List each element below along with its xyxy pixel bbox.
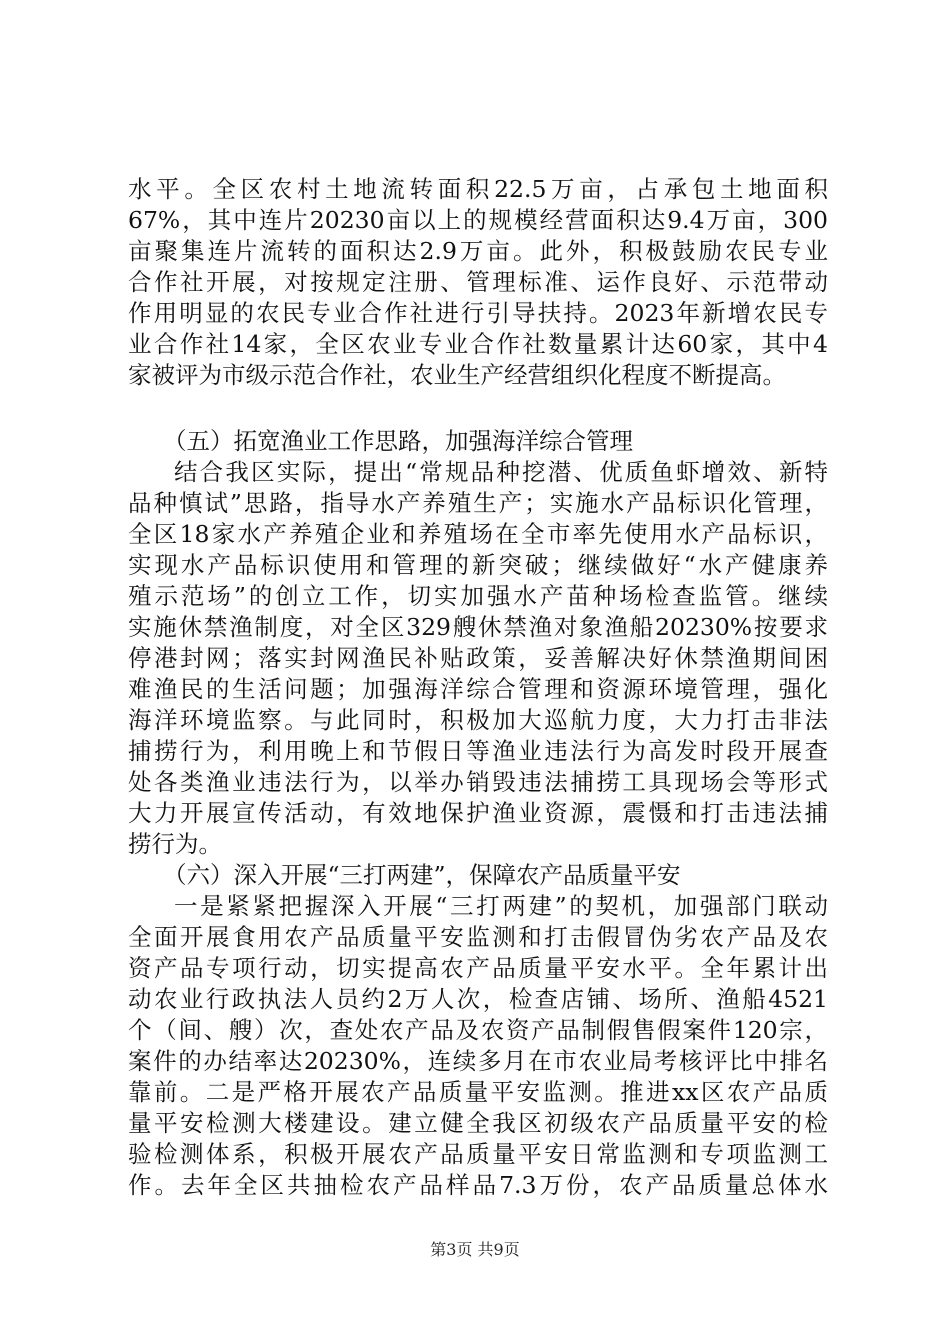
page-number-footer: 第3页 共9页	[430, 1240, 520, 1259]
text-line: 难渔民的生活问题；加强海洋综合管理和资源环境管理，强化	[128, 675, 828, 703]
text-line: 一是紧紧把握深入开展“三打两建”的契机，加强部门联动	[174, 892, 828, 920]
text-line: 全区18家水产养殖企业和养殖场在全市率先使用水产品标识，	[128, 520, 828, 548]
text-line: 量平安检测大楼建设。建立健全我区初级农产品质量平安的检	[128, 1109, 828, 1137]
section-heading-5: （五）拓宽渔业工作思路，加强海洋综合管理	[163, 427, 633, 455]
text-line: 大力开展宣传活动，有效地保护渔业资源，震慑和打击违法捕	[128, 799, 828, 827]
text-line: 处各类渔业违法行为，以举办销毁违法捕捞工具现场会等形式	[128, 768, 828, 796]
text-line: 作用明显的农民专业合作社进行引导扶持。2023年新增农民专	[128, 299, 828, 327]
text-line: 67%，其中连片20230亩以上的规模经营面积达9.4万亩，300	[128, 206, 828, 234]
text-line: 业合作社14家，全区农业专业合作社数量累计达60家，其中4	[128, 330, 828, 358]
text-line: 实施休禁渔制度，对全区329艘休禁渔对象渔船20230%按要求	[128, 613, 828, 641]
text-line: 品种慎试”思路，指导水产养殖生产；实施水产品标识化管理，	[128, 489, 828, 517]
text-line: 全面开展食用农产品质量平安监测和打击假冒伪劣农产品及农	[128, 923, 828, 951]
text-line: 殖示范场”的创立工作，切实加强水产苗种场检查监管。继续	[128, 582, 828, 610]
text-line: 动农业行政执法人员约2万人次，检查店铺、场所、渔船4521	[128, 985, 828, 1013]
text-line: 家被评为市级示范合作社，农业生产经营组织化程度不断提高。	[128, 361, 786, 389]
text-line: 捕捞行为，利用晚上和节假日等渔业违法行为高发时段开展查	[128, 737, 828, 765]
text-line: 停港封网；落实封网渔民补贴政策，妥善解决好休禁渔期间困	[128, 644, 828, 672]
text-line: 案件的办结率达20230%，连续多月在市农业局考核评比中排名	[128, 1047, 828, 1075]
text-line: 靠前。二是严格开展农产品质量平安监测。推进xx区农产品质	[128, 1078, 828, 1106]
text-line: 结合我区实际，提出“常规品种挖潜、优质鱼虾增效、新特	[174, 458, 828, 486]
section-heading-6: （六）深入开展“三打两建”，保障农产品质量平安	[163, 861, 681, 889]
text-line: 水平。全区农村土地流转面积22.5万亩，占承包土地面积	[128, 175, 828, 203]
text-line: 实现水产品标识使用和管理的新突破；继续做好“水产健康养	[128, 551, 828, 579]
text-line: 个（间、艘）次，查处农产品及农资产品制假售假案件120宗，	[128, 1016, 828, 1044]
text-line: 亩聚集连片流转的面积达2.9万亩。此外，积极鼓励农民专业	[128, 237, 828, 265]
text-line: 合作社开展，对按规定注册、管理标准、运作良好、示范带动	[128, 268, 828, 296]
text-line: 海洋环境监察。与此同时，积极加大巡航力度，大力打击非法	[128, 706, 828, 734]
text-line: 资产品专项行动，切实提高农产品质量平安水平。全年累计出	[128, 954, 828, 982]
text-line: 作。去年全区共抽检农产品样品7.3万份，农产品质量总体水	[128, 1171, 828, 1199]
document-body	[128, 174, 828, 1201]
text-line: 捞行为。	[128, 830, 222, 858]
text-line: 验检测体系，积极开展农产品质量平安日常监测和专项监测工	[128, 1140, 828, 1168]
